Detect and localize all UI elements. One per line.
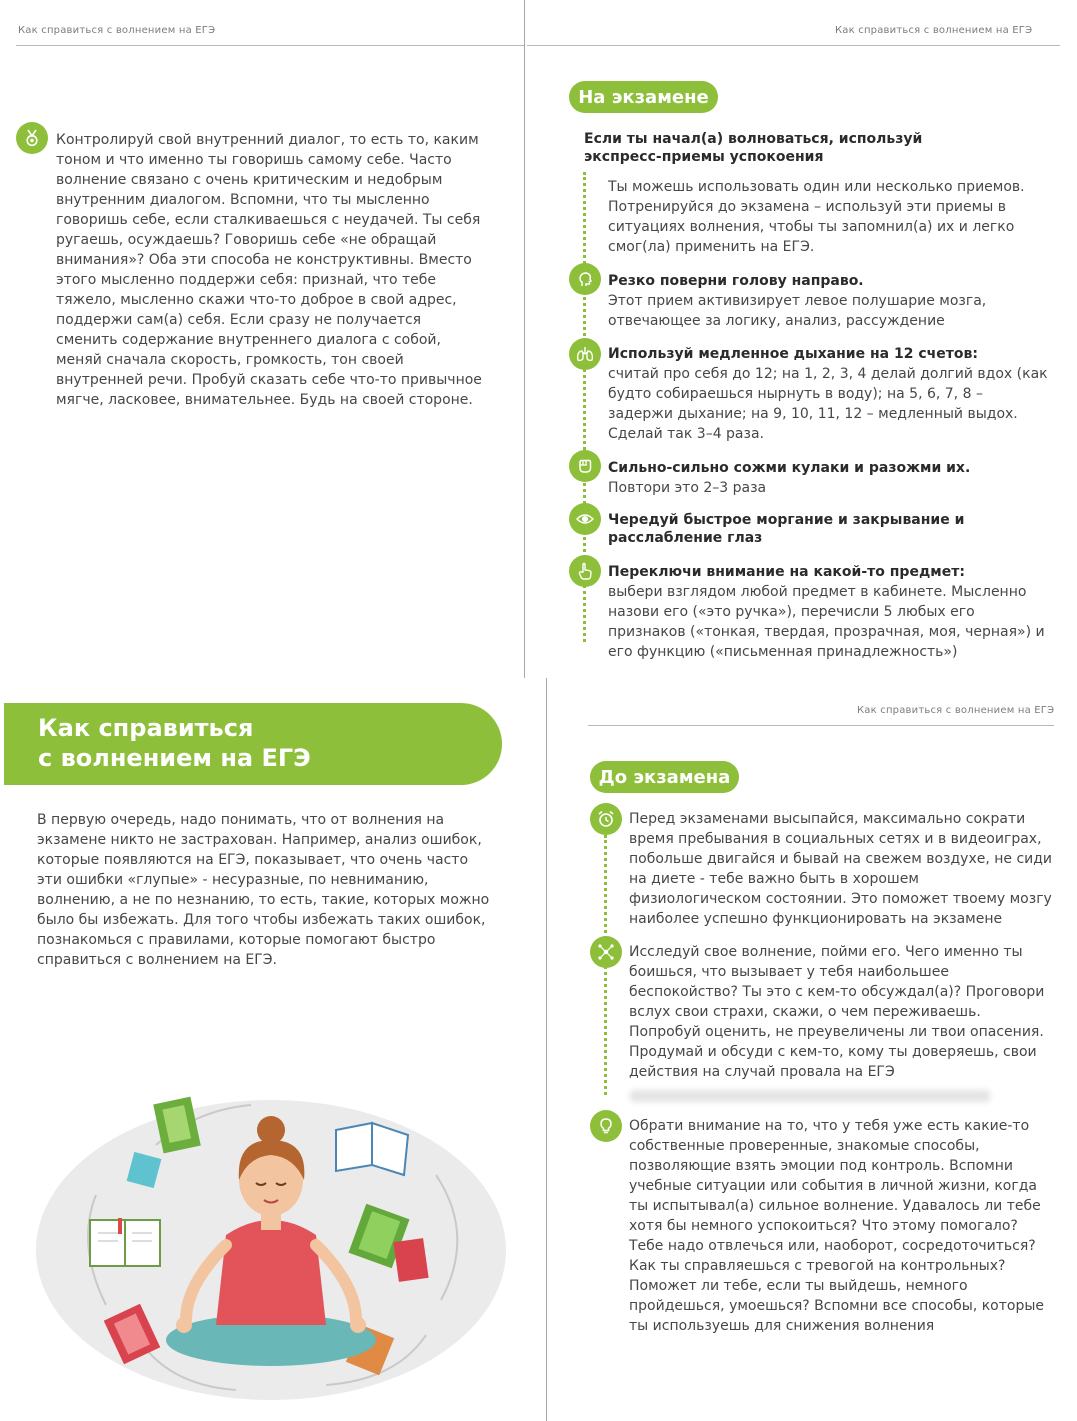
- technique-body: Этот прием активизирует левое полушарие мозга, отвечающее за логику, анализ, рассуждение: [608, 293, 987, 329]
- title-line-2: с волнением на ЕГЭ: [38, 744, 311, 772]
- technique-item: [608, 562, 1048, 662]
- technique-item: [608, 344, 1048, 444]
- title-line-1: Как справиться: [38, 714, 254, 742]
- advice-body: Исследуй свое волнение, пойми его. Чего именно ты боишься, что вызывает у тебя наибольшее беспокойство? Ты это с кем-то обсуждал(а)? Проговори вслух свои страхи, скажи, о чем переживаешь. Попробуй оценить, не преувеличены ли твои опасения. Продумай и обсуди с кем-то, кому ты доверяешь, свои действия на случай провала на ЕГЭ: [629, 944, 1045, 1080]
- page-divider-top: [524, 0, 525, 678]
- header-rule: [588, 725, 1054, 726]
- running-header: Как справиться с волнением на ЕГЭ: [857, 705, 1055, 716]
- head-turn-icon: [569, 263, 601, 295]
- header-rule: [527, 45, 1060, 46]
- section-label-during-exam: На экзамене: [569, 81, 718, 113]
- page-title: [4, 703, 502, 785]
- technique-body: Повтори это 2–3 раза: [608, 480, 767, 496]
- technique-title: Сильно-сильно сожми кулаки и разожми их.: [608, 460, 971, 476]
- technique-title: Чередуй быстрое моргание и закрывание и расслабление глаз: [608, 512, 965, 546]
- lungs-icon: [569, 338, 601, 370]
- medal-icon: [16, 122, 48, 154]
- pointing-hand-icon: [569, 555, 601, 587]
- technique-body: выбери взглядом любой предмет в кабинете. Мысленно назови его («это ручка»), перечисли 5 любых его признаков («тонкая, твердая, прозрачная, моя, черная») и его функцию («письменная принадлежность»): [608, 584, 1045, 660]
- meditation-illustration: [36, 1085, 511, 1405]
- fist-icon: [569, 450, 601, 482]
- technique-title: Резко поверни голову направо.: [608, 273, 864, 289]
- intro-body: Ты можешь использовать один или несколько приемов. Потренируйся до экзамена – используй эти приемы в ситуациях волнения, чтобы ты запомнил(а) их и легко смог(ла) применить на ЕГЭ.: [608, 179, 1025, 255]
- advice-body: Перед экзаменами высыпайся, максимально сократи время пребывания в социальных сетях и в видеоиграх, побольше двигайся и бывай на свежем воздухе, не сиди на диете - тебе важно быть в хорошем физиологическом состоянии. Это поможет твоему мозгу наиболее успешно функционировать на экзамене: [629, 811, 1053, 927]
- advice-item: [629, 942, 1054, 1082]
- advice-item: [629, 1116, 1054, 1336]
- book-red-right: [393, 1238, 428, 1282]
- technique-title: Используй медленное дыхание на 12 счетов:: [608, 346, 978, 362]
- running-header: Как справиться с волнением на ЕГЭ: [835, 25, 1033, 36]
- running-header: Как справиться с волнением на ЕГЭ: [18, 25, 216, 36]
- alarm-clock-icon: [590, 803, 622, 835]
- advice-body: Обрати внимание на то, что у тебя уже есть какие-то собственные проверенные, знакомые способы, позволяющие взять эмоции под контроль. Вспомни учебные ситуации или события в личной жизни, когда ты испытывал(а) сильное волнение. Удавалось ли тебе хотя бы немного успокоиться? Что этому помогало? Тебе надо отвлечься или, наоборот, сосредоточиться? Как ты справляешься с тревогой на контрольных? Поможет ли тебе, если ты выйдешь, немного пройдешься, умоешься? Вспомни все способы, которые ты используешь для снижения волнения: [629, 1118, 1045, 1334]
- technique-title: Переключи внимание на какой-то предмет:: [608, 564, 965, 580]
- network-icon: [590, 936, 622, 968]
- section-label-before-exam: До экзамена: [590, 761, 739, 793]
- eye-icon: [569, 503, 601, 535]
- technique-body: считай про себя до 12; на 1, 2, 3, 4 делай долгий вдох (как будто собираешься нырнуть в воду); на 5, 6, 7, 8 – задержи дыхание; на 9, 10, 11, 12 – медленный выдох. Сделай так 3–4 раза.: [608, 366, 1048, 442]
- lightbulb-icon: [590, 1110, 622, 1142]
- intro-paragraph: В первую очередь, надо понимать, что от волнения на экзамене никто не застрахован. Например, анализ ошибок, которые появляются на ЕГЭ, показывает, что очень часто эти ошибки «глупые» - несуразные, по невниманию, волнению, а не по незнанию, то есть, такие, которых можно было бы избежать. Для того чтобы избежать таких ошибок, познакомься с правилами, которые помогают быстро справиться с волнением на ЕГЭ.: [37, 812, 490, 968]
- technique-item: [608, 511, 968, 547]
- header-rule: [16, 45, 524, 46]
- advice-item: [629, 809, 1054, 929]
- inner-dialogue-paragraph: Контролируй свой внутренний диалог, то есть то, каким тоном и что именно ты говоришь самому себе. Часто волнение связано с очень критическим и недобрым внутренним диалогом. Вспомни, что ты мысленно говоришь себе, если сталкиваешься с неудачей. Ты себя ругаешь, осуждаешь? Говоришь себе «не обращай внимания»? Оба эти способа не конструктивны. Вместо этого мысленно поддержи себя: признай, что тебе тяжело, мысленно скажи что-то доброе в свой адрес, поддержи сам(а) себя. Если сразу не получается сменить содержание внутреннего диалога с собой, меняй сначала скорость, громкость, тон своей внутренней речи. Пробуй сказать себе что-то привычное мягче, ласковее, внимательнее. Будь на своей стороне.: [56, 132, 482, 408]
- during-exam-subheading: Если ты начал(а) волноваться, используй экспресс-приемы успокоения: [584, 131, 923, 165]
- technique-item: [608, 458, 1048, 498]
- technique-item: [608, 271, 1048, 331]
- blurred-text: [630, 1090, 990, 1102]
- intro-text: [608, 177, 1048, 257]
- book-open-left: [90, 1218, 160, 1266]
- page-divider-bottom: [546, 678, 547, 1421]
